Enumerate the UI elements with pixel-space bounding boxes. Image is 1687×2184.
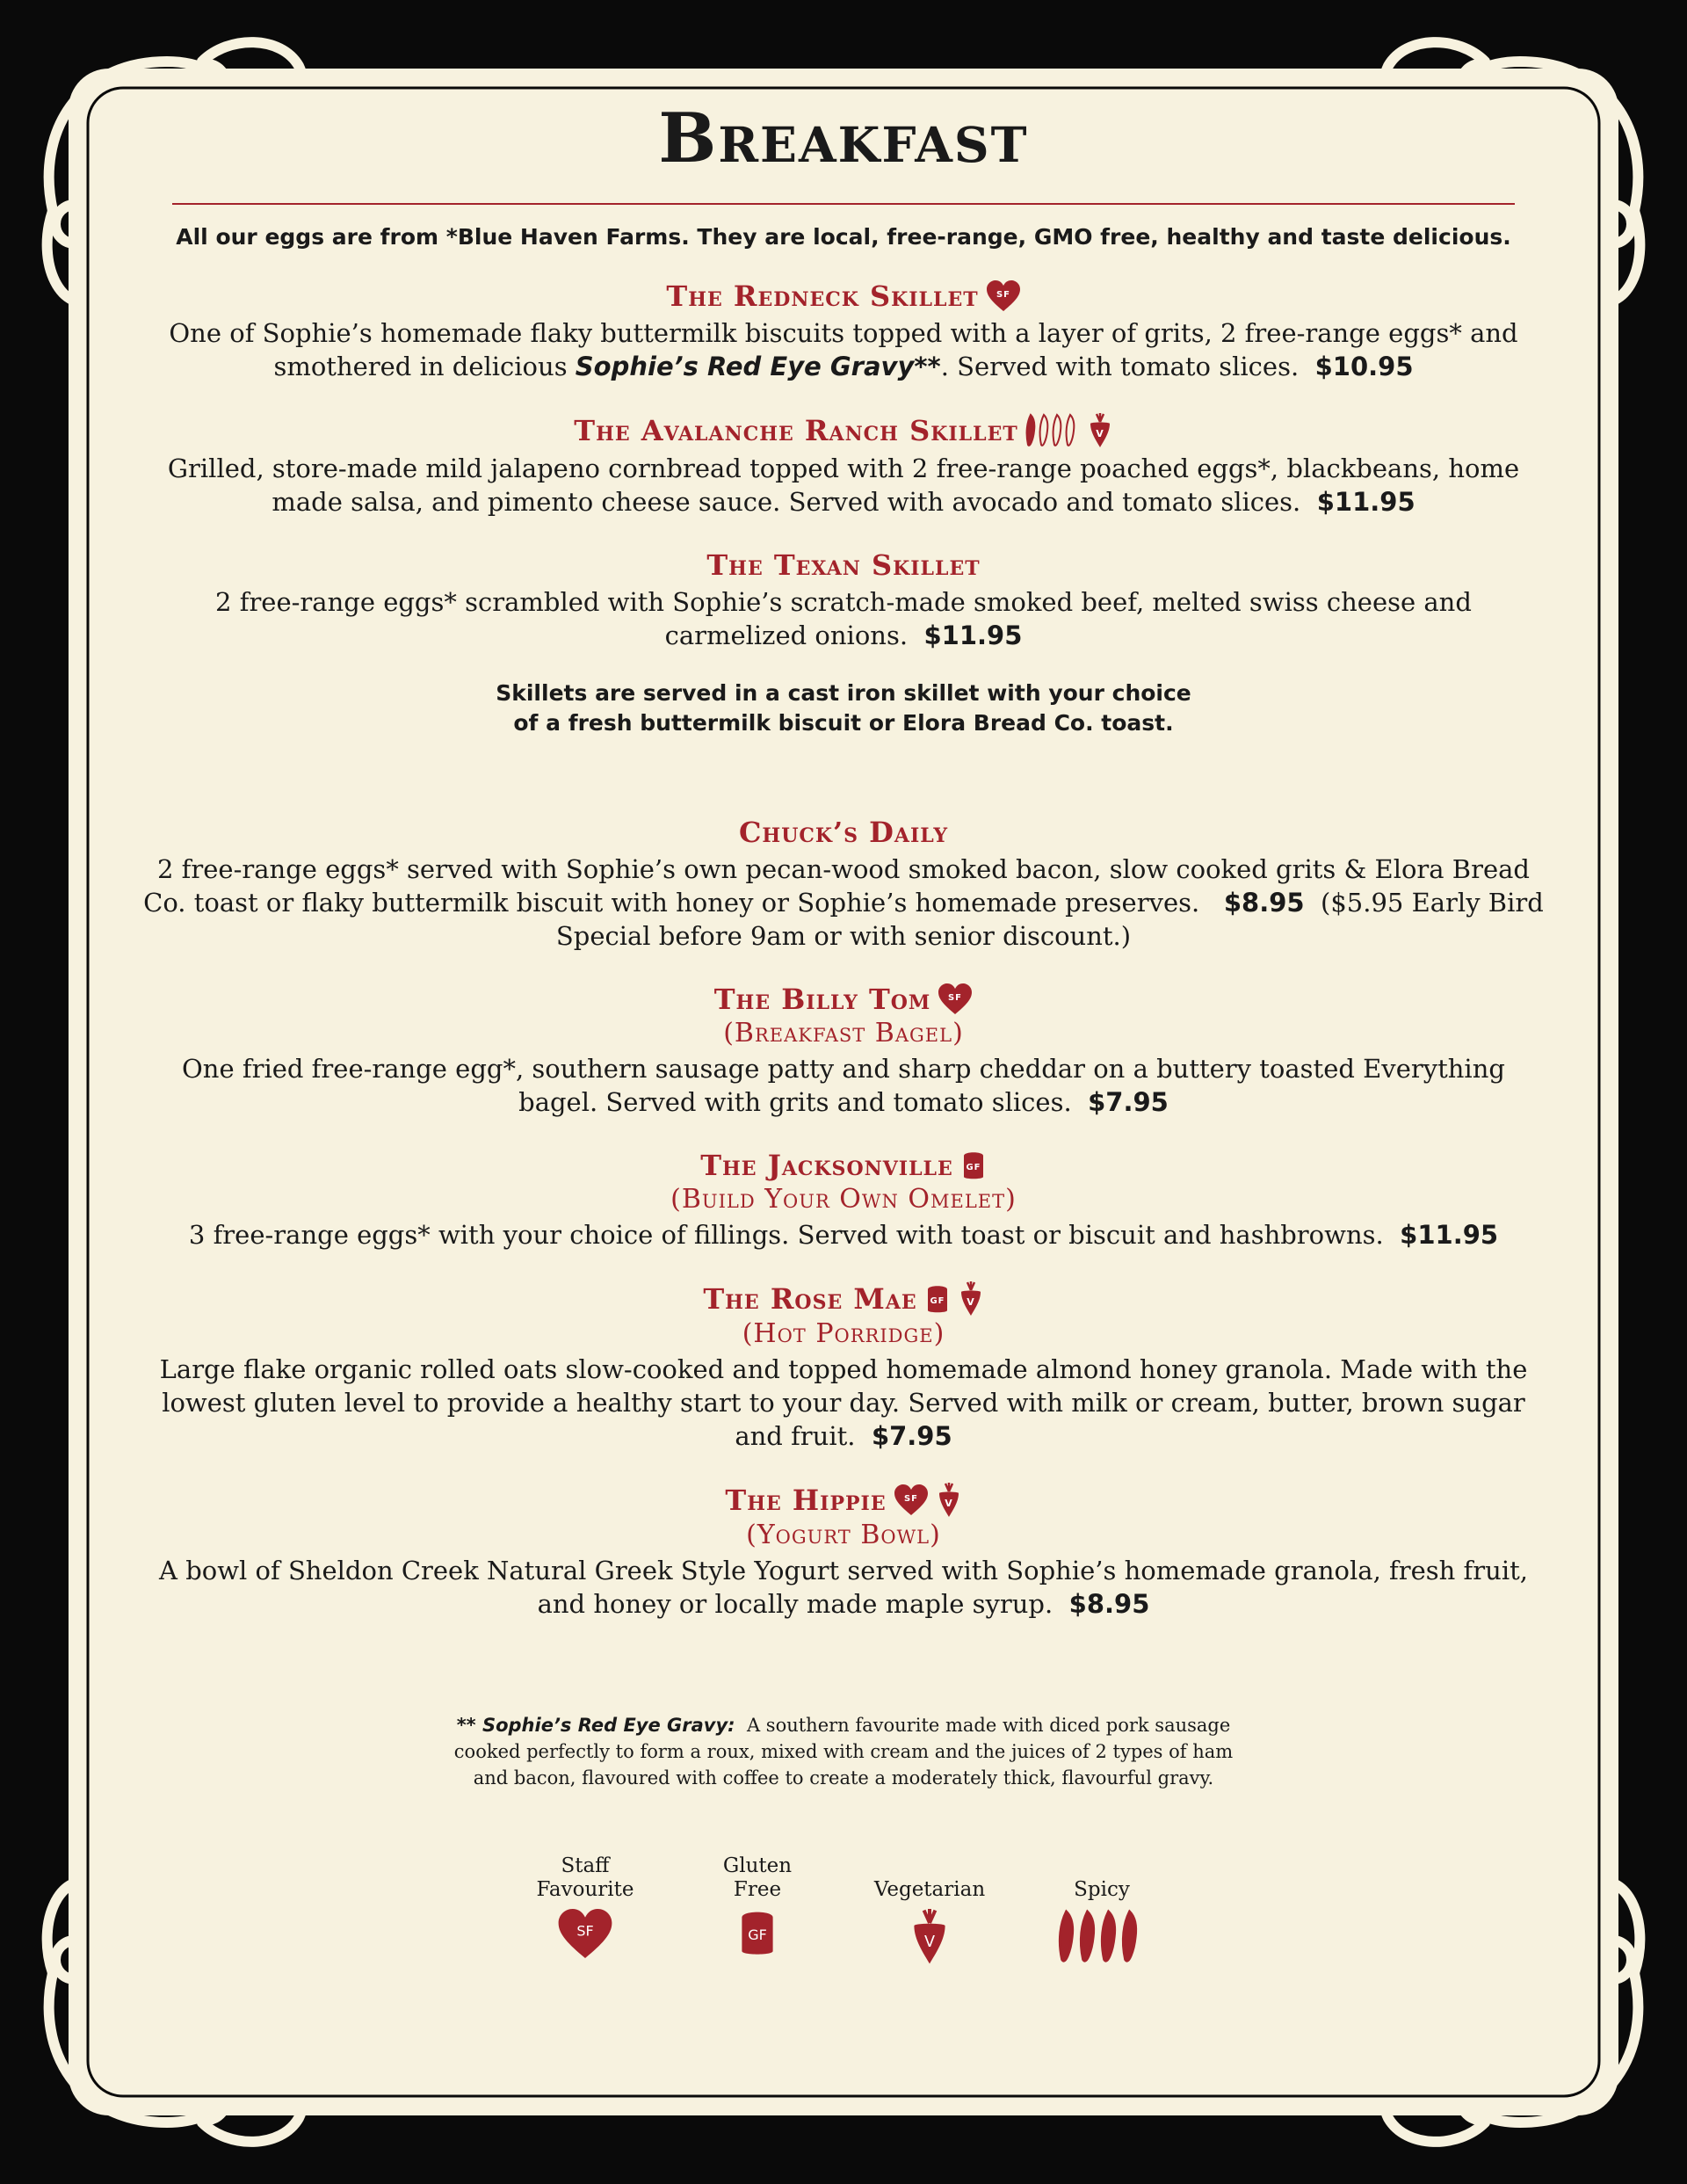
intro-text: All our eggs are from *Blue Haven Farms. They are local, free-range, GMO free, healthy and taste delicious. <box>176 223 1511 250</box>
legend-item-vegetarian <box>873 1851 986 1965</box>
spicy-icon <box>1058 1909 1145 1965</box>
vegetarian-icon <box>909 1909 951 1965</box>
menu-item-name <box>700 1149 987 1182</box>
menu-item <box>132 279 1555 383</box>
menu-item-price: $11.95 <box>923 620 1023 650</box>
gravy-reference: Sophie’s Red Eye Gravy** <box>575 351 941 381</box>
gluten-free-icon <box>924 1284 951 1314</box>
menu-item-title: The Hippie <box>725 1483 887 1517</box>
menu-item-price: $7.95 <box>871 1420 952 1451</box>
menu-item-subtitle: (Build Your Own Omelet) <box>670 1183 1017 1215</box>
menu-item-title: Chuck’s Daily <box>738 815 949 849</box>
legend-label: Spicy <box>1074 1877 1130 1901</box>
spicy-icon <box>1025 413 1080 448</box>
gravy-footnote <box>132 1712 1555 1791</box>
menu-item-name <box>574 413 1112 448</box>
skillet-section <box>132 279 1555 652</box>
menu-item-title: The Jacksonville <box>700 1148 953 1182</box>
menu-item-description: One of Sophie’s homemade flaky buttermilk biscuits topped with a layer of grits, 2 free-range eggs* and smothered in delicious Sophie’s Red Eye Gravy**. Served with tomato slices. $10.95 <box>169 317 1518 381</box>
breakfast-section <box>132 816 1555 1621</box>
menu-item-price: $8.95 <box>1223 887 1305 918</box>
footnote-line: and bacon, flavoured with coffee to create a moderately thick, flavourful gravy. <box>473 1767 1214 1789</box>
legend-label: Gluten Free <box>722 1854 793 1901</box>
svg-text:V: V <box>1095 427 1104 439</box>
menu-item-subtitle: (Hot Porridge) <box>742 1317 945 1349</box>
legend-item-spicy <box>1050 1851 1154 1965</box>
menu-item <box>132 816 1555 953</box>
menu-item-description: 3 free-range eggs* with your choice of fillings. Served with toast or biscuit and hashbrowns. $11.95 <box>188 1219 1499 1250</box>
svg-text:SF: SF <box>996 289 1010 300</box>
menu-item-subtitle: (Breakfast Bagel) <box>723 1017 964 1048</box>
menu-item-special: ($5.95 Early Bird Special before 9am or with senior discount.) <box>555 887 1544 951</box>
vegetarian-icon <box>958 1281 984 1317</box>
legend-item-gluten-free <box>706 1851 809 1965</box>
icon-legend <box>132 1851 1555 1965</box>
menu-item-description: Large flake organic rolled oats slow-cooked and topped homemade almond honey granola. Made with the lowest gluten level to provide a healthy start to your day. Served with milk or cream, butter, brown sugar and fruit. $7.95 <box>159 1353 1528 1451</box>
title-divider <box>172 203 1515 205</box>
menu-item <box>132 1281 1555 1453</box>
svg-text:SF: SF <box>948 992 963 1003</box>
vegetarian-icon <box>1087 413 1113 448</box>
menu-item-name <box>714 983 974 1016</box>
footnote-line: cooked perfectly to form a roux, mixed with cream and the juices of 2 types of ham <box>453 1740 1234 1762</box>
menu-item-name <box>666 279 1020 313</box>
svg-text:SF: SF <box>903 1493 918 1504</box>
menu-item <box>132 548 1555 652</box>
svg-text:GF: GF <box>930 1295 945 1306</box>
menu-item <box>132 1149 1555 1252</box>
staff-favourite-icon <box>938 983 973 1015</box>
footnote-label: ** Sophie’s Red Eye Gravy: <box>456 1714 735 1736</box>
menu-item <box>132 413 1555 519</box>
legend-item-staff-favourite <box>533 1851 637 1965</box>
svg-text:SF: SF <box>576 1922 594 1940</box>
menu-item-name <box>725 1483 961 1518</box>
svg-text:V: V <box>966 1295 975 1308</box>
menu-content <box>132 83 1555 1965</box>
staff-favourite-icon <box>894 1484 929 1516</box>
menu-item-description: 2 free-range eggs* scrambled with Sophie’s scratch-made smoked beef, melted swiss cheese and carmelized onions. $11.95 <box>215 586 1472 650</box>
menu-item-title: The Texan Skillet <box>706 548 981 582</box>
menu-item-title: The Billy Tom <box>713 982 931 1016</box>
svg-text:GF: GF <box>748 1926 767 1943</box>
menu-item-price: $8.95 <box>1068 1588 1150 1619</box>
skillet-note <box>132 678 1555 738</box>
menu-item <box>132 983 1555 1119</box>
menu-item-name <box>706 548 980 582</box>
svg-text:V: V <box>944 1497 953 1509</box>
menu-item-description: One fried free-range egg*, southern sausage patty and sharp cheddar on a buttery toasted Everything bagel. Served with grits and tomato slices. $7.95 <box>182 1053 1505 1117</box>
gluten-free-icon <box>960 1150 987 1180</box>
menu-item-description: A bowl of Sheldon Creek Natural Greek Style Yogurt served with Sophie’s homemade granola, fresh fruit, and honey or locally made maple syrup. $8.95 <box>159 1555 1528 1619</box>
menu-item-description: 2 free-range eggs* served with Sophie’s own pecan-wood smoked bacon, slow cooked grits & Elora Bread Co. toast or flaky buttermilk biscuit with honey or Sophie’s homemade preserves. $8.95 ($5.95 Early Bird Special before 9am or with senior discount.) <box>143 853 1544 951</box>
menu-item-name <box>739 816 948 849</box>
vegetarian-icon <box>936 1483 962 1518</box>
skillet-note-line: of a fresh buttermilk biscuit or Elora Bread Co. toast. <box>513 709 1174 736</box>
svg-text:GF: GF <box>966 1162 981 1172</box>
menu-item-title: The Rose Mae <box>703 1281 917 1316</box>
menu-item-price: $11.95 <box>1316 486 1415 517</box>
skillet-note-line: Skillets are served in a cast iron skillet with your choice <box>496 679 1191 706</box>
legend-label: Vegetarian <box>873 1877 986 1901</box>
menu-item-title: The Redneck Skillet <box>666 279 979 313</box>
menu-item-title: The Avalanche Ranch Skillet <box>574 413 1018 447</box>
staff-favourite-icon <box>557 1909 613 1960</box>
legend-label: Staff Favourite <box>536 1854 634 1901</box>
menu-item-price: $7.95 <box>1088 1086 1169 1117</box>
menu-item-subtitle: (Yogurt Bowl) <box>746 1519 941 1550</box>
menu-item-name <box>703 1281 983 1317</box>
menu-item-price: $10.95 <box>1314 351 1414 381</box>
gluten-free-icon <box>736 1909 778 1956</box>
svg-text:V: V <box>923 1933 936 1951</box>
menu-item <box>132 1483 1555 1621</box>
menu-item-description: Grilled, store-made mild jalapeno cornbread topped with 2 free-range poached eggs*, blackbeans, home made salsa, and pimento cheese sauce. Served with avocado and tomato slices. $11.95 <box>167 453 1520 517</box>
footnote-line: A southern favourite made with diced pork sausage <box>746 1714 1231 1736</box>
staff-favourite-icon <box>986 280 1021 312</box>
menu-item-price: $11.95 <box>1400 1219 1499 1250</box>
menu-title: Breakfast <box>658 98 1029 178</box>
